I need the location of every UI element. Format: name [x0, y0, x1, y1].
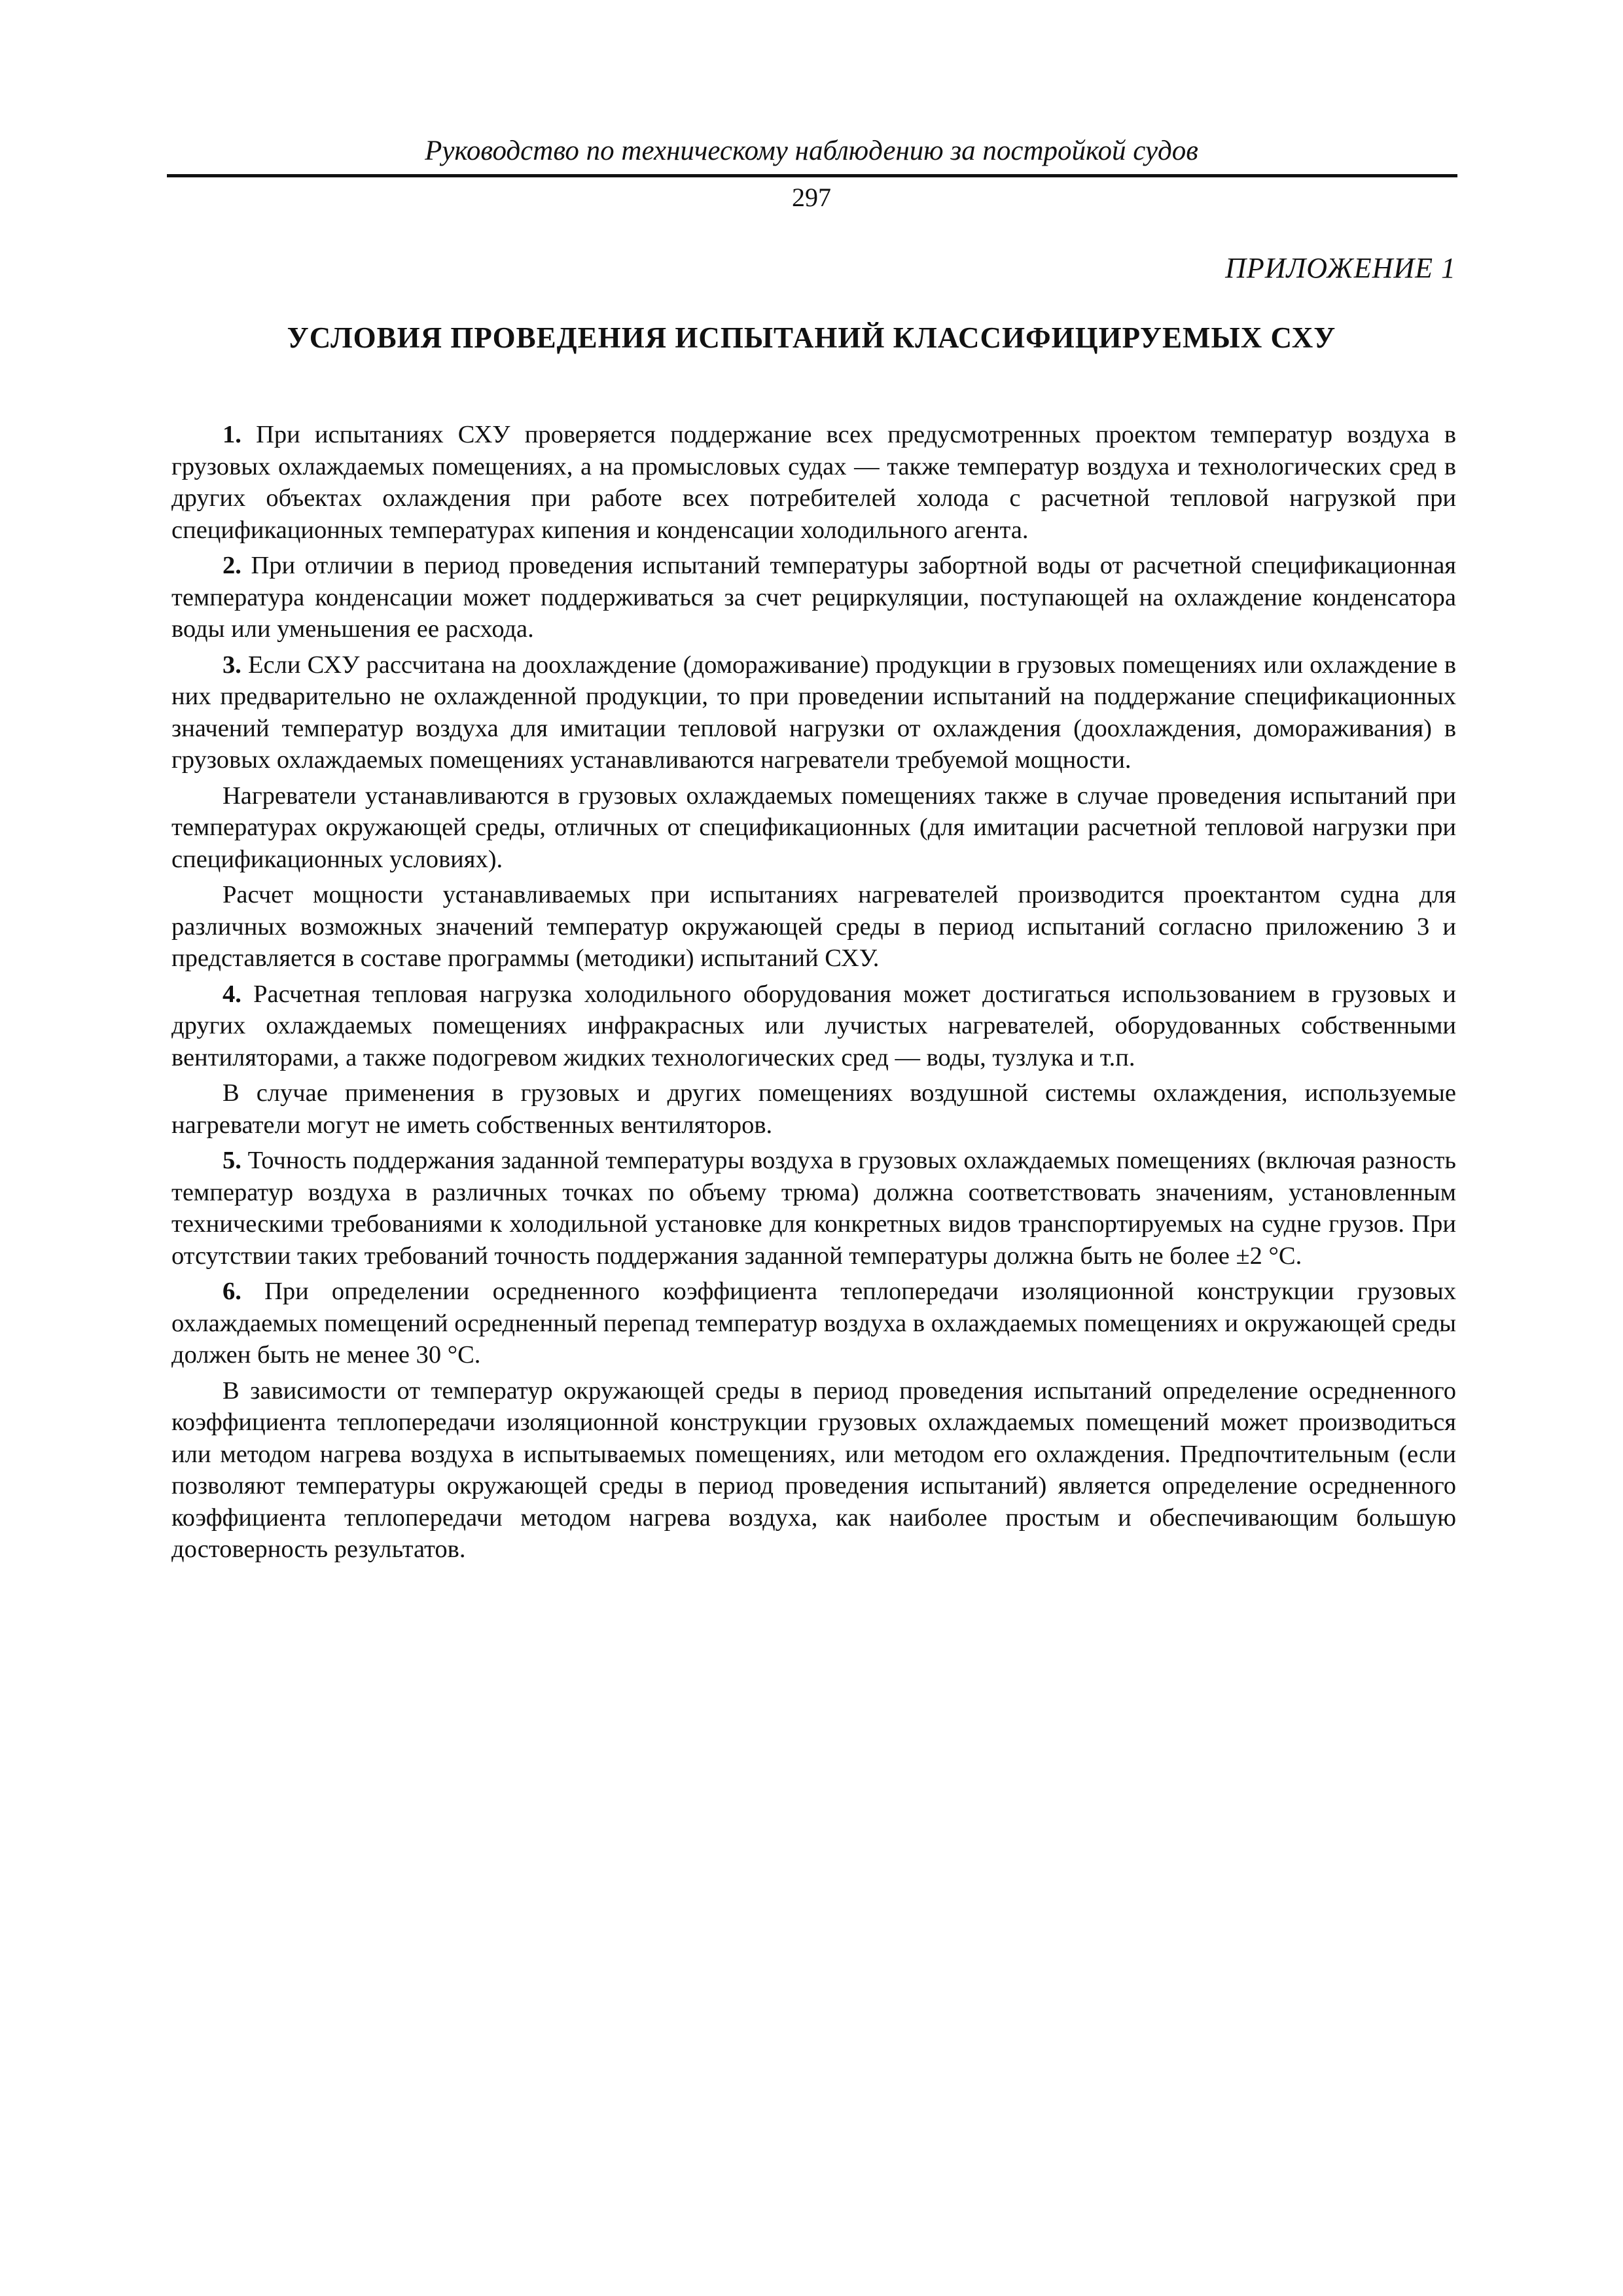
paragraph-1 — [171, 419, 1456, 546]
paragraph-3-calculation — [171, 879, 1456, 975]
clause-number: 4. — [223, 980, 241, 1008]
paragraph-6-method — [171, 1375, 1456, 1566]
running-header-title: Руководство по техническому наблюдению за постройкой судов — [425, 135, 1198, 166]
page-number: 297 — [792, 183, 831, 212]
paragraph-text: При определении осредненного коэффициента теплопередачи изоляционной конструкции грузовых охлаждаемых помещений осредненный перепад температур воздуха в охлаждаемых помещениях и окружающей среды должен быть не менее 30 °С. — [171, 1278, 1457, 1369]
paragraph-5 — [171, 1145, 1456, 1272]
paragraph-4 — [171, 978, 1456, 1074]
clause-number: 1. — [223, 421, 241, 448]
clause-number: 2. — [223, 552, 241, 579]
clause-number: 3. — [223, 651, 241, 679]
clause-number: 6. — [223, 1278, 241, 1305]
paragraph-3-heaters — [171, 780, 1456, 876]
paragraph-text: В случае применения в грузовых и других помещениях воздушной системы охлаждения, используемые нагреватели могут не иметь собственных вентиляторов. — [171, 1079, 1456, 1139]
paragraph-text: При отличии в период проведения испытаний температуры забортной воды от расчетной спецификационная температура конденсации может поддерживаться за счет рециркуляции, поступающей на охлаждение конденсатора воды или уменьшения ее расхода. — [171, 552, 1456, 643]
paragraph-4-air-system — [171, 1077, 1456, 1141]
clause-number: 5. — [223, 1147, 241, 1174]
paragraph-text: При испытаниях СХУ проверяется поддержание всех предусмотренных проектом температур воздуха в грузовых охлаждаемых помещениях, а на промысловых судах — также температур воздуха и технологических сред в других объектах охлаждения при работе всех потребителей холода с расчетной тепловой нагрузкой при спецификационных температурах кипения и конденсации холодильного агента. — [171, 421, 1456, 544]
paragraph-3 — [171, 649, 1456, 776]
paragraph-text: Расчет мощности устанавливаемых при испытаниях нагревателей производится проектантом судна для различных возможных значений температур окружающей среды в период испытаний согласно приложению 3 и представляется в составе программы (методики) испытаний СХУ. — [171, 881, 1456, 972]
document-title: УСЛОВИЯ ПРОВЕДЕНИЯ ИСПЫТАНИЙ КЛАССИФИЦИРУЕМЫХ СХУ — [287, 321, 1336, 354]
paragraph-text: Расчетная тепловая нагрузка холодильного оборудования может достигаться использованием в грузовых и других охлаждаемых помещениях инфракрасных или лучистых нагревателей, оборудованных собственными вентиляторами, а также подогревом жидких технологических сред — воды, тузлука и т.п. — [171, 980, 1456, 1071]
paragraph-text: Нагреватели устанавливаются в грузовых охлаждаемых помещениях также в случае проведения испытаний при температурах окружающей среды, отличных от спецификационных (для имитации расчетной тепловой нагрузки при спецификационных условиях). — [171, 781, 1456, 873]
body-text — [171, 419, 1456, 1570]
paragraph-text: В зависимости от температур окружающей среды в период проведения испытаний определение осредненного коэффициента теплопередачи изоляционной конструкции грузовых охлаждаемых помещений может производиться или методом нагрева воздуха в испытываемых помещениях, или методом его охлаждения. Предпочтительным (если позволяют температуры окружающей среды в период проведения испытаний) является определение осредненного коэффициента теплопередачи методом нагрева воздуха, как наиболее простым и обеспечивающим большую достоверность результатов. — [171, 1376, 1456, 1563]
paragraph-text: Если СХУ рассчитана на доохлаждение (домораживание) продукции в грузовых помещениях или охлаждение в них предварительно не охлажденной продукции, то при проведении испытаний на поддержание спецификационных значений температур воздуха для имитации тепловой нагрузки от охлаждения (доохлаждения, домораживания) в грузовых охлаждаемых помещениях устанавливаются нагреватели требуемой мощности. — [171, 651, 1456, 774]
appendix-label: ПРИЛОЖЕНИЕ 1 — [1225, 252, 1456, 284]
paragraph-text: Точность поддержания заданной температуры воздуха в грузовых охлаждаемых помещениях (включая разность температур воздуха в различных точках по объему трюма) должна соответствовать значениям, установленным техническими требованиями к холодильной установке для конкретных видов транспортируемых на судне грузов. При отсутствии таких требований точность поддержания заданной температуры должна быть не более ±2 °С. — [171, 1147, 1456, 1270]
header-rule — [167, 174, 1457, 177]
paragraph-2 — [171, 550, 1456, 645]
paragraph-6 — [171, 1276, 1456, 1371]
